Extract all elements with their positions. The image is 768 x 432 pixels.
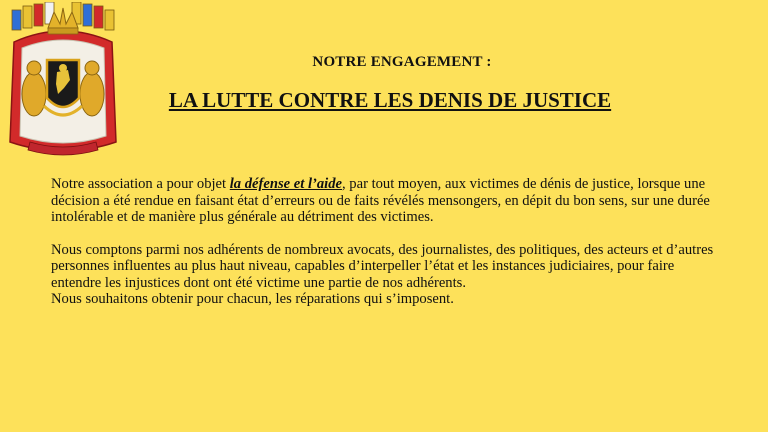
paragraph-mission — [51, 176, 721, 226]
slide-title: LA LUTTE CONTRE LES DENIS DE JUSTICE — [168, 88, 612, 112]
section-kicker: NOTRE ENGAGEMENT : — [312, 54, 492, 70]
paragraph-goal: Nous souhaitons obtenir pour chacun, les réparations qui s’imposent. — [51, 291, 454, 307]
coat-of-arms-icon — [4, 2, 122, 162]
mission-emphasis: la défense et l’aide — [229, 176, 342, 192]
paragraph-members: Nous comptons parmi nos adhérents de nombreux avocats, des journalistes, des politiques, des acteurs et d’autres personnes influentes au plus haut niveau, capables d’interpeller l’état et les instances judiciaires, pour faire entendre les injustices dont ont été victime une partie de nos adhérents. — [51, 241, 714, 291]
mission-text-before: Notre association a pour objet — [51, 176, 230, 192]
body-text — [51, 176, 721, 324]
mission-text-after: , par tout moyen, aux victimes de dénis de justice, lorsque une décision a été rendue en faisant état d’erreurs ou de faits révélés mensongers, en dépit du bon sens, sur une durée intolérable et de manière plus générale au détriment des victimes. — [51, 176, 710, 225]
